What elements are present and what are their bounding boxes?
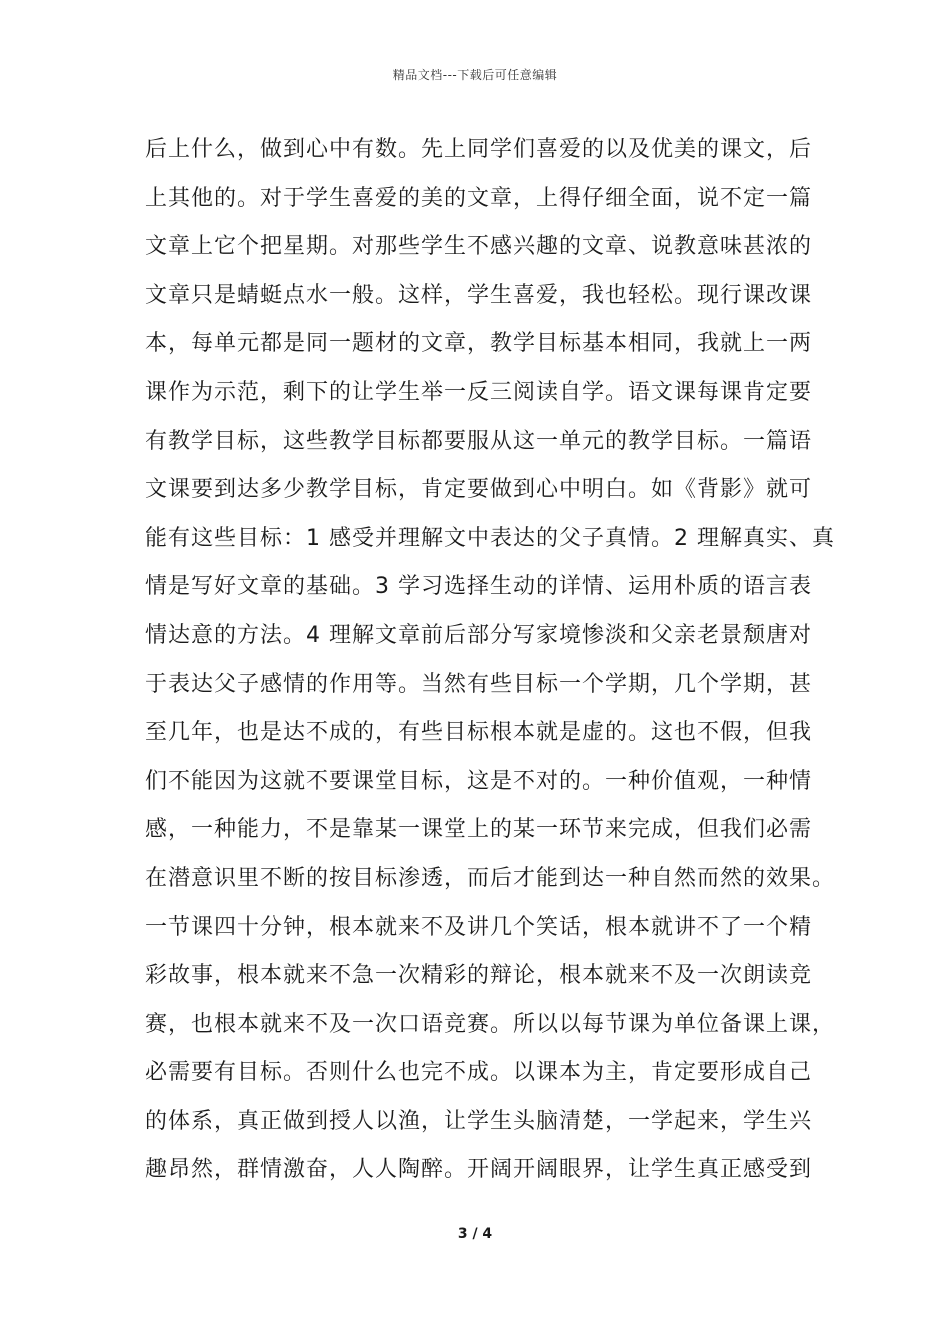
text-line: 一节课四十分钟，根本就来不及讲几个笑话，根本就讲不了一个精 — [145, 914, 813, 940]
text-line: 上其他的。对于学生喜爱的美的文章，上得仔细全面，说不定一篇 — [145, 185, 813, 211]
text-line: 文章只是蜻蜓点水一般。这样，学生喜爱，我也轻松。现行课改课 — [145, 282, 813, 308]
text-line: 赛，也根本就来不及一次口语竞赛。所以以每节课为单位备课上课， — [145, 1011, 836, 1037]
text-line: 必需要有目标。否则什么也完不成。以课本为主，肯定要形成自己 — [145, 1060, 813, 1086]
page-number: 3 / 4 — [457, 1226, 493, 1242]
text-line: 彩故事，根本就来不急一次精彩的辩论，根本就来不及一次朗读竞 — [145, 963, 813, 989]
text-line: 趣昂然，群情激奋，人人陶醉。开阔开阔眼界，让学生真正感受到 — [145, 1157, 813, 1183]
text-line: 至几年，也是达不成的，有些目标根本就是虚的。这也不假，但我 — [145, 720, 813, 746]
text-line: 有教学目标，这些教学目标都要服从这一单元的教学目标。一篇语 — [145, 428, 813, 454]
text-line: 们不能因为这就不要课堂目标，这是不对的。一种价值观，一种情 — [145, 768, 813, 794]
page-header: 精品文档---下载后可任意编辑 — [392, 68, 558, 82]
text-line: 本，每单元都是同一题材的文章，教学目标基本相同，我就上一两 — [145, 331, 813, 357]
text-line: 感，一种能力，不是靠某一课堂上的某一环节来完成，但我们必需 — [145, 817, 813, 843]
document-body — [145, 126, 836, 1195]
text-line: 文课要到达多少教学目标，肯定要做到心中明白。如《背影》就可 — [145, 477, 813, 503]
text-line: 情是写好文章的基础。3 学习选择生动的详情、运用朴质的语言表 — [145, 574, 812, 600]
text-line: 能有这些目标：1 感受并理解文中表达的父子真情。2 理解真实、真 — [145, 525, 835, 551]
text-line: 文章上它个把星期。对那些学生不感兴趣的文章、说教意味甚浓的 — [145, 234, 813, 260]
text-line: 于表达父子感情的作用等。当然有些目标一个学期，几个学期，甚 — [145, 671, 813, 697]
text-line: 情达意的方法。4 理解文章前后部分写家境惨淡和父亲老景颓唐对 — [145, 622, 812, 648]
text-line: 课作为示范，剩下的让学生举一反三阅读自学。语文课每课肯定要 — [145, 379, 813, 405]
text-line: 的体系，真正做到授人以渔，让学生头脑清楚，一学起来，学生兴 — [145, 1108, 813, 1134]
text-line: 后上什么，做到心中有数。先上同学们喜爱的以及优美的课文，后 — [145, 137, 813, 162]
text-line: 在潜意识里不断的按目标渗透，而后才能到达一种自然而然的效果。 — [145, 865, 836, 891]
